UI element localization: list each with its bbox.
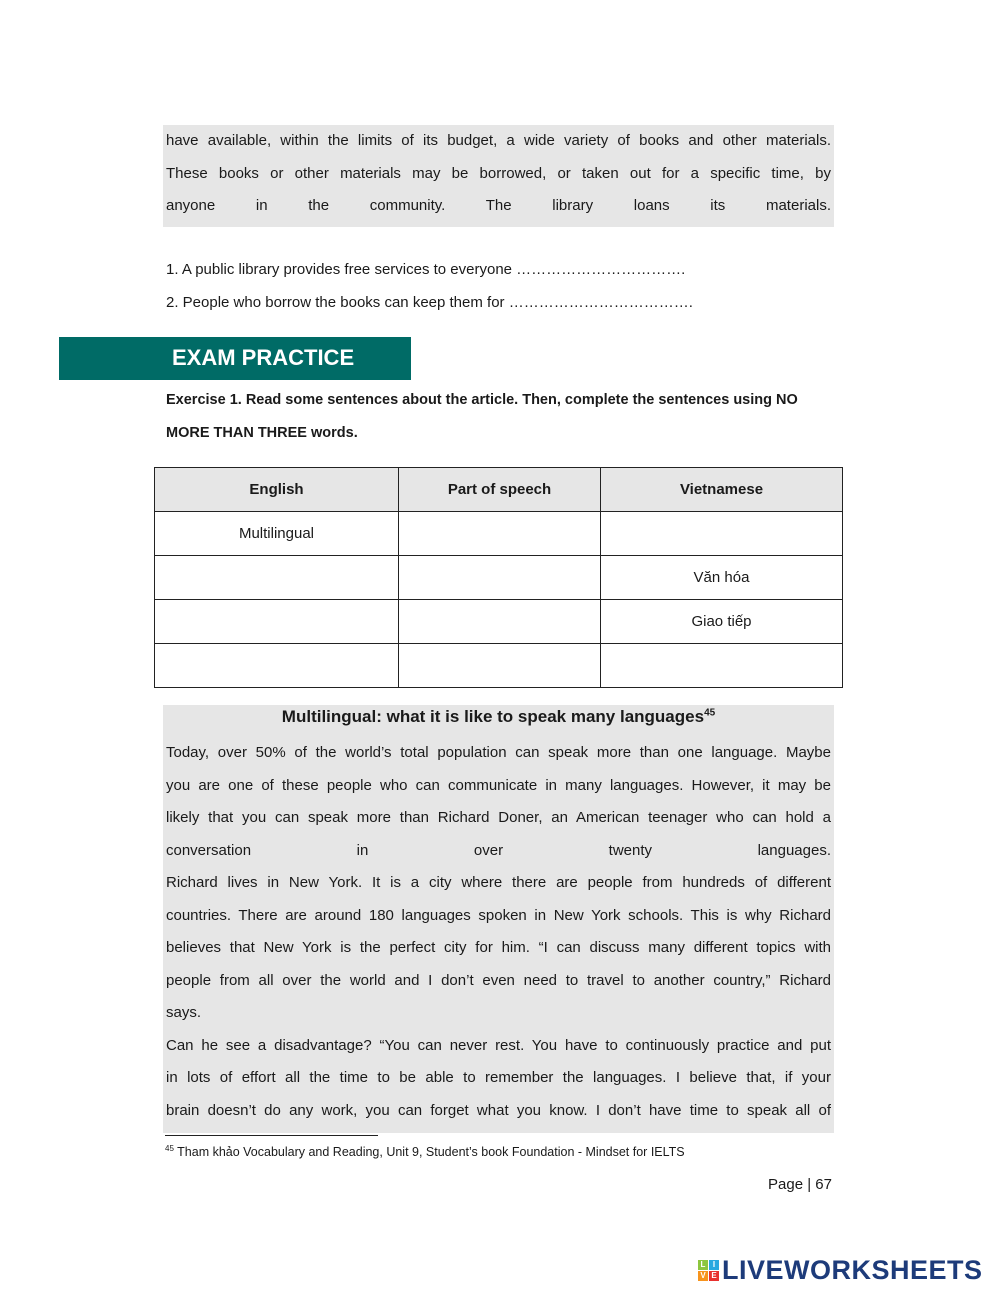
cell-english[interactable] [155, 600, 399, 644]
table-row [155, 644, 843, 688]
cell-part-of-speech[interactable] [399, 512, 601, 556]
header-part-of-speech: Part of speech [399, 468, 601, 512]
passage-line: have available, within the limits of its budget, a wide variety of books and other materials. [166, 132, 831, 149]
header-english: English [155, 468, 399, 512]
table-row [155, 556, 843, 600]
footnote-divider [165, 1135, 378, 1136]
section-banner [59, 337, 411, 380]
cell-vietnamese: Giao tiếp [601, 600, 843, 644]
passage-line: anyone in the community. The library loans its materials. [166, 197, 831, 214]
question-1[interactable]: 1. A public library provides free services to everyone ……………………………. [166, 261, 686, 278]
footnote-ref: 45 [704, 707, 716, 719]
cell-part-of-speech[interactable] [399, 556, 601, 600]
article-title [166, 707, 831, 727]
exercise-instruction-line-2: MORE THAN THREE words. [166, 425, 358, 441]
table-row [155, 512, 843, 556]
cell-vietnamese: Văn hóa [601, 556, 843, 600]
footnote-text: Tham khảo Vocabulary and Reading, Unit 9, Student’s book Foundation - Mindset for IELTS [173, 1145, 685, 1160]
footnote [165, 1144, 685, 1159]
liveworksheets-logo-icon [698, 1260, 719, 1281]
cell-vietnamese[interactable] [601, 512, 843, 556]
passage-line: These books or other materials may be borrowed, or taken out for a specific time, by [166, 164, 831, 182]
article-line: Can he see a disadvantage? “You can never rest. You have to continuously practice and put [166, 1036, 831, 1054]
article-line: believes that New York is the perfect city for him. “I can discuss many different topics with [166, 939, 831, 956]
article-line: likely that you can speak more than Richard Doner, an American teenager who can hold a [166, 809, 831, 826]
article-line: countries. There are around 180 languages spoken in New York schools. This is why Richard [166, 906, 831, 924]
footnote-number: 45 [165, 1144, 174, 1153]
article-line: Richard lives in New York. It is a city where there are people from hundreds of different [166, 874, 831, 891]
question-2[interactable]: 2. People who borrow the books can keep them for ………………………………. [166, 294, 693, 311]
cell-english[interactable] [155, 556, 399, 600]
logo-letter: V [698, 1271, 708, 1281]
article-line: Today, over 50% of the world’s total population can speak more than one language. Maybe [166, 744, 831, 761]
article-line: conversation in over twenty languages. [166, 841, 831, 859]
vocab-table [154, 467, 843, 688]
cell-part-of-speech[interactable] [399, 644, 601, 688]
exercise-instruction-line-1: Exercise 1. Read some sentences about the article. Then, complete the sentences using NO [166, 392, 798, 408]
table-row [155, 600, 843, 644]
cell-english[interactable] [155, 644, 399, 688]
table-header-row [155, 468, 843, 512]
page-number: Page | 67 [768, 1176, 832, 1193]
article-title-text: Multilingual: what it is like to speak many languages [281, 707, 705, 726]
article-line: in lots of effort all the time to be able to remember the languages. I believe that, if your [166, 1069, 831, 1086]
logo-letter: I [709, 1260, 719, 1270]
section-banner-title: EXAM PRACTICE [172, 345, 355, 370]
logo-letter: L [698, 1260, 708, 1270]
logo-letter: E [709, 1271, 719, 1281]
article-line: you are one of these people who can communicate in many languages. However, it may be [166, 776, 831, 794]
cell-part-of-speech[interactable] [399, 600, 601, 644]
article-body [166, 737, 831, 1127]
liveworksheets-brand [698, 1255, 983, 1286]
article-line: says. [166, 1004, 202, 1021]
top-passage [166, 125, 831, 223]
cell-english: Multilingual [155, 512, 399, 556]
article-line: brain doesn’t do any work, you can forget what you know. I don’t have time to speak all of [166, 1101, 831, 1119]
cell-vietnamese[interactable] [601, 644, 843, 688]
header-vietnamese: Vietnamese [601, 468, 843, 512]
brand-name: LIVEWORKSHEETS [722, 1255, 983, 1285]
article-line: people from all over the world and I don’t even need to travel to another country,” Richard [166, 971, 831, 989]
